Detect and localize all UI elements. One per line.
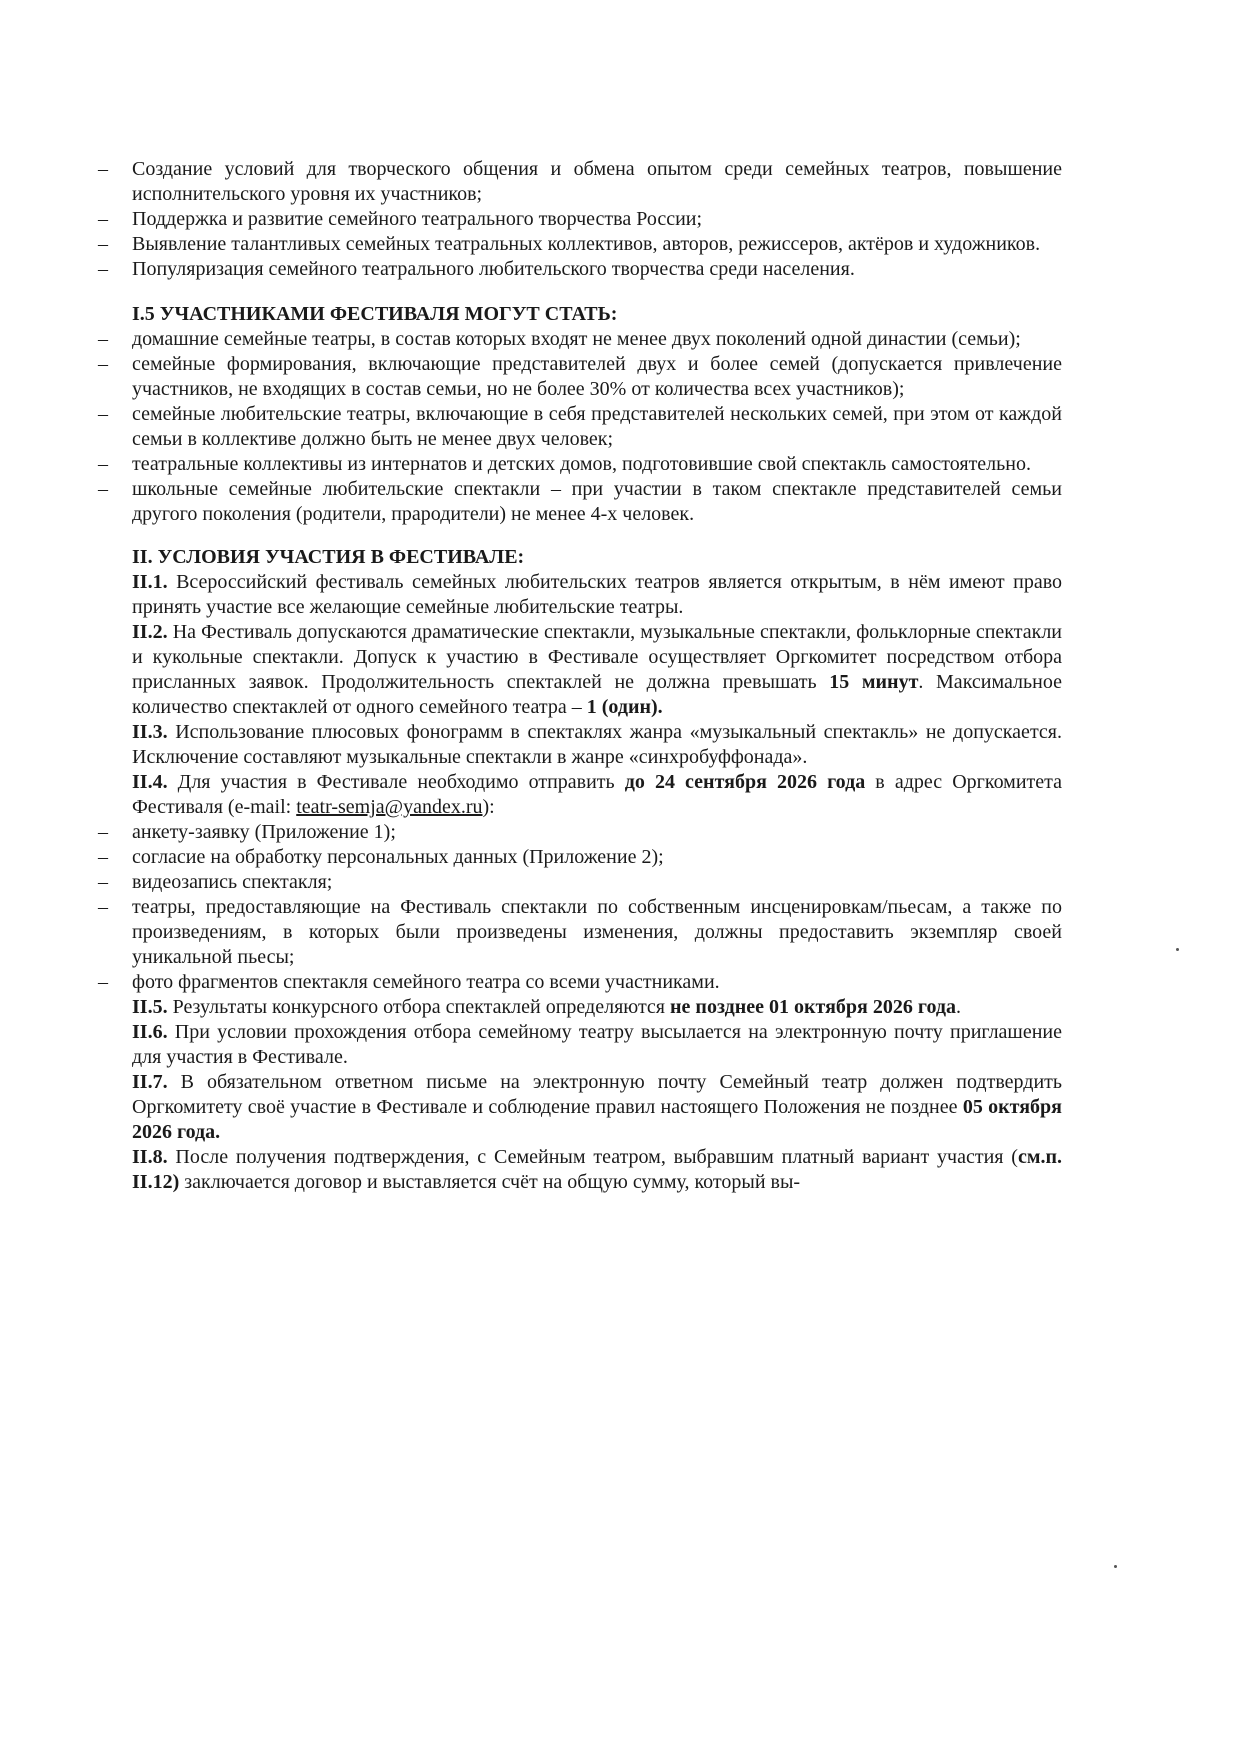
list-item: – домашние семейные театры, в состав которых входят не менее двух поколений одной династии (семьи); <box>98 328 1021 350</box>
list-item: – фото фрагментов спектакля семейного театра со всеми участниками. <box>98 971 720 993</box>
section-heading-1-5: I.5 УЧАСТНИКАМИ ФЕСТИВАЛЯ МОГУТ СТАТЬ: <box>132 303 618 325</box>
clause-2-2: II.2. На Фестиваль допускаются драматические спектакли, музыкальные спектакли, фольклорные спектакли и кукольные спектакли. Допуск к участию в Фестивале осуществляет Оргкомитет посредством отбора присланных заявок. Продолжительность спектаклей не должна превышать 15 минут. Максимальное количество спектаклей от одного семейного театра – 1 (один). <box>132 621 1063 718</box>
list-item: – семейные любительские театры, включающие в себя представителей нескольких семей, при этом от каждой семьи в коллективе должно быть не менее двух человек; <box>98 403 1062 450</box>
section-heading-2: II. УСЛОВИЯ УЧАСТИЯ В ФЕСТИВАЛЕ: <box>132 546 525 568</box>
clause-2-1: II.1. Всероссийский фестиваль семейных любительских театров является открытым, в нём имеют право принять участие все желающие семейные любительские театры. <box>132 571 1062 618</box>
list-item: – Популяризация семейного театрального любительского творчества среди населения. <box>98 258 855 280</box>
clause-2-6: II.6. При условии прохождения отбора семейному театру высылается на электронную почту приглашение для участия в Фестивале. <box>132 1021 1062 1068</box>
list-item: – анкету-заявку (Приложение 1); <box>98 821 396 843</box>
list-item: – театры, предоставляющие на Фестиваль спектакли по собственным инсценировкам/пьесам, а также по произведениям, в которых были произведены изменения, должны предоставить экземпляр своей уникальной пьесы; <box>98 896 1062 968</box>
list-item: – согласие на обработку персональных данных (Приложение 2); <box>98 846 664 868</box>
list-item: – театральные коллективы из интернатов и детских домов, подготовившие свой спектакль самостоятельно. <box>98 453 1031 475</box>
list-item: – видеозапись спектакля; <box>98 871 333 893</box>
list-item: – Выявление талантливых семейных театральных коллективов, авторов, режиссеров, актёров и художников. <box>98 233 1041 255</box>
participants-list <box>98 327 1062 527</box>
list-item: – семейные формирования, включающие представителей двух и более семей (допускается привлечение участников, не входящих в состав семьи, но не более 30% от количества всех участников); <box>98 353 1062 400</box>
clause-2-5: II.5. Результаты конкурсного отбора спектаклей определяются не позднее 01 октября 2026 года. <box>132 996 961 1018</box>
goals-list <box>98 157 1062 282</box>
clause-2-7: II.7. В обязательном ответном письме на электронную почту Семейный театр должен подтвердить Оргкомитету своё участие в Фестивале и соблюдение правил настоящего Положения не позднее 05 октября 2026 года. <box>132 1071 1063 1143</box>
document-body <box>98 157 1063 1195</box>
list-item: – Создание условий для творческого общения и обмена опытом среди семейных театров, повышение исполнительского уровня их участников; <box>98 158 1062 205</box>
scan-speck <box>1114 1565 1117 1568</box>
clause-2-3: II.3. Использование плюсовых фонограмм в спектаклях жанра «музыкальный спектакль» не допускается. Исключение составляют музыкальные спектакли в жанре «синхробуффонада». <box>132 721 1062 768</box>
email-link[interactable]: teatr-semja@yandex.ru <box>296 796 483 818</box>
clause-2-4: II.4. Для участия в Фестивале необходимо отправить до 24 сентября 2026 года в адрес Оргкомитета Фестиваля (e-mail: teatr-semja@yandex.ru): <box>132 771 1063 818</box>
scan-speck <box>1176 948 1179 951</box>
documents-list <box>98 820 1062 995</box>
clause-2-8: II.8. После получения подтверждения, с Семейным театром, выбравшим платный вариант участия (см.п. II.12) заключается договор и выставляется счёт на общую сумму, который вы- <box>132 1146 1063 1193</box>
list-item: – Поддержка и развитие семейного театрального творчества России; <box>98 208 703 230</box>
list-item: – школьные семейные любительские спектакли – при участии в таком спектакле представителей семьи другого поколения (родители, прародители) не менее 4-х человек. <box>98 478 1062 525</box>
